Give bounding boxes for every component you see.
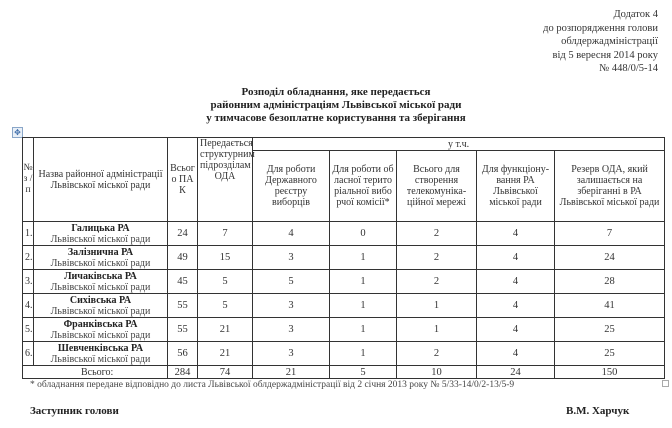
signature-name: В.М. Харчук <box>566 405 630 417</box>
cell-registry: 3 <box>253 342 330 366</box>
cell-reserve: 25 <box>555 342 665 366</box>
total-telecom: 10 <box>397 366 477 379</box>
row-index: 6. <box>23 342 34 366</box>
row-name <box>34 342 168 366</box>
row-name <box>34 270 168 294</box>
cell-reserve: 25 <box>555 318 665 342</box>
row-index: 2. <box>23 246 34 270</box>
ra-name: Залізнична РА <box>67 246 134 258</box>
cell-total: 56 <box>168 342 198 366</box>
cell-ra: 4 <box>477 246 555 270</box>
cell-telecom: 2 <box>397 222 477 246</box>
ra-name: Личаківська РА <box>64 270 137 282</box>
table-row <box>23 342 665 366</box>
total-commission: 5 <box>330 366 397 379</box>
cell-total: 24 <box>168 222 198 246</box>
cell-registry: 3 <box>253 294 330 318</box>
cell-registry: 4 <box>253 222 330 246</box>
cell-telecom: 2 <box>397 246 477 270</box>
cell-commission: 1 <box>330 246 397 270</box>
cell-reserve: 41 <box>555 294 665 318</box>
ra-subname: Львівської міської ради <box>50 353 151 365</box>
total-registry: 21 <box>253 366 330 379</box>
cell-structural: 5 <box>198 270 253 294</box>
cell-ra: 4 <box>477 294 555 318</box>
cell-structural: 15 <box>198 246 253 270</box>
cell-ra: 4 <box>477 318 555 342</box>
cell-registry: 3 <box>253 246 330 270</box>
end-of-cell-mark <box>662 380 669 387</box>
header-ra-functioning: Для функціону-вання РА Львівської міської ради <box>477 151 555 222</box>
cell-commission: 1 <box>330 294 397 318</box>
cell-registry: 5 <box>253 270 330 294</box>
appendix-line: Додаток 4 <box>613 9 658 20</box>
header-name: Назва районної адміністрації Львівської міської ради <box>34 138 168 222</box>
header-total-pak: Всього ПАК <box>168 138 198 222</box>
row-name <box>34 222 168 246</box>
header-state-registry: Для роботи Державного реєстру виборців <box>253 151 330 222</box>
appendix-line: № 448/0/5-14 <box>599 63 658 74</box>
cell-ra: 4 <box>477 222 555 246</box>
cell-reserve: 24 <box>555 246 665 270</box>
row-name <box>34 246 168 270</box>
appendix-header <box>498 8 658 76</box>
cell-total: 49 <box>168 246 198 270</box>
total-structural: 74 <box>198 366 253 379</box>
cell-structural: 5 <box>198 294 253 318</box>
cell-commission: 1 <box>330 342 397 366</box>
table-row <box>23 318 665 342</box>
header-num: № з / п <box>23 138 34 222</box>
header-structural: Передається структурним підрозділам ОДА <box>198 138 253 222</box>
header-regional-commission: Для роботи обласної територіальної виборчої комісії* <box>330 151 397 222</box>
total-reserve: 150 <box>555 366 665 379</box>
cell-commission: 1 <box>330 318 397 342</box>
cell-telecom: 2 <box>397 270 477 294</box>
table-move-icon[interactable]: ✥ <box>12 127 23 138</box>
cell-structural: 21 <box>198 318 253 342</box>
ra-name: Галицька РА <box>71 222 130 234</box>
cell-total: 45 <box>168 270 198 294</box>
total-pak: 284 <box>168 366 198 379</box>
cell-telecom: 1 <box>397 318 477 342</box>
cell-structural: 21 <box>198 342 253 366</box>
total-ra: 24 <box>477 366 555 379</box>
ra-name: Франківська РА <box>63 318 138 330</box>
cell-reserve: 7 <box>555 222 665 246</box>
ra-subname: Львівської міської ради <box>50 281 151 293</box>
totals-label: Всього: <box>23 366 168 379</box>
document-title <box>0 86 672 125</box>
cell-reserve: 28 <box>555 270 665 294</box>
cell-telecom: 2 <box>397 342 477 366</box>
header-including: у т.ч. <box>253 138 665 151</box>
cell-registry: 3 <box>253 318 330 342</box>
cell-total: 55 <box>168 318 198 342</box>
cell-commission: 1 <box>330 270 397 294</box>
appendix-line: до розпорядження голови <box>543 22 658 34</box>
ra-name: Шевченківська РА <box>57 342 144 354</box>
signature-position: Заступник голови <box>30 405 119 417</box>
ra-name: Сихівська РА <box>69 294 132 306</box>
row-index: 3. <box>23 270 34 294</box>
table-row <box>23 270 665 294</box>
appendix-line: облдержадміністрації <box>561 36 658 47</box>
ra-subname: Львівської міської ради <box>50 233 151 245</box>
cell-total: 55 <box>168 294 198 318</box>
cell-ra: 4 <box>477 270 555 294</box>
row-index: 4. <box>23 294 34 318</box>
footnote: * обладнання передане відповідно до листа Львівської облдержадміністрації від 2 січня 2013 року № 5/33-14/0/2-13/5-9 <box>30 380 515 390</box>
row-name <box>34 318 168 342</box>
title-line: у тимчасове безоплатне користування та зберігання <box>206 112 466 124</box>
cell-commission: 0 <box>330 222 397 246</box>
header-telecom: Всього для створення телекомуніка-ційної мережі <box>397 151 477 222</box>
title-line: Розподіл обладнання, яке передається <box>241 86 431 98</box>
ra-subname: Львівської міської ради <box>50 305 151 317</box>
totals-row <box>23 366 665 379</box>
row-name <box>34 294 168 318</box>
cell-telecom: 1 <box>397 294 477 318</box>
table-row <box>23 222 665 246</box>
appendix-line: від 5 вересня 2014 року <box>552 49 658 61</box>
row-index: 1. <box>23 222 34 246</box>
cell-ra: 4 <box>477 342 555 366</box>
cell-structural: 7 <box>198 222 253 246</box>
distribution-table <box>22 137 665 379</box>
title-line: районним адміністраціям Львівської міської ради <box>210 99 462 111</box>
header-reserve: Резерв ОДА, який залишається на зберіганні в РА Львівської міської ради <box>555 151 665 222</box>
table-row <box>23 294 665 318</box>
table-row <box>23 246 665 270</box>
ra-subname: Львівської міської ради <box>50 329 151 341</box>
ra-subname: Львівської міської ради <box>50 257 151 269</box>
row-index: 5. <box>23 318 34 342</box>
